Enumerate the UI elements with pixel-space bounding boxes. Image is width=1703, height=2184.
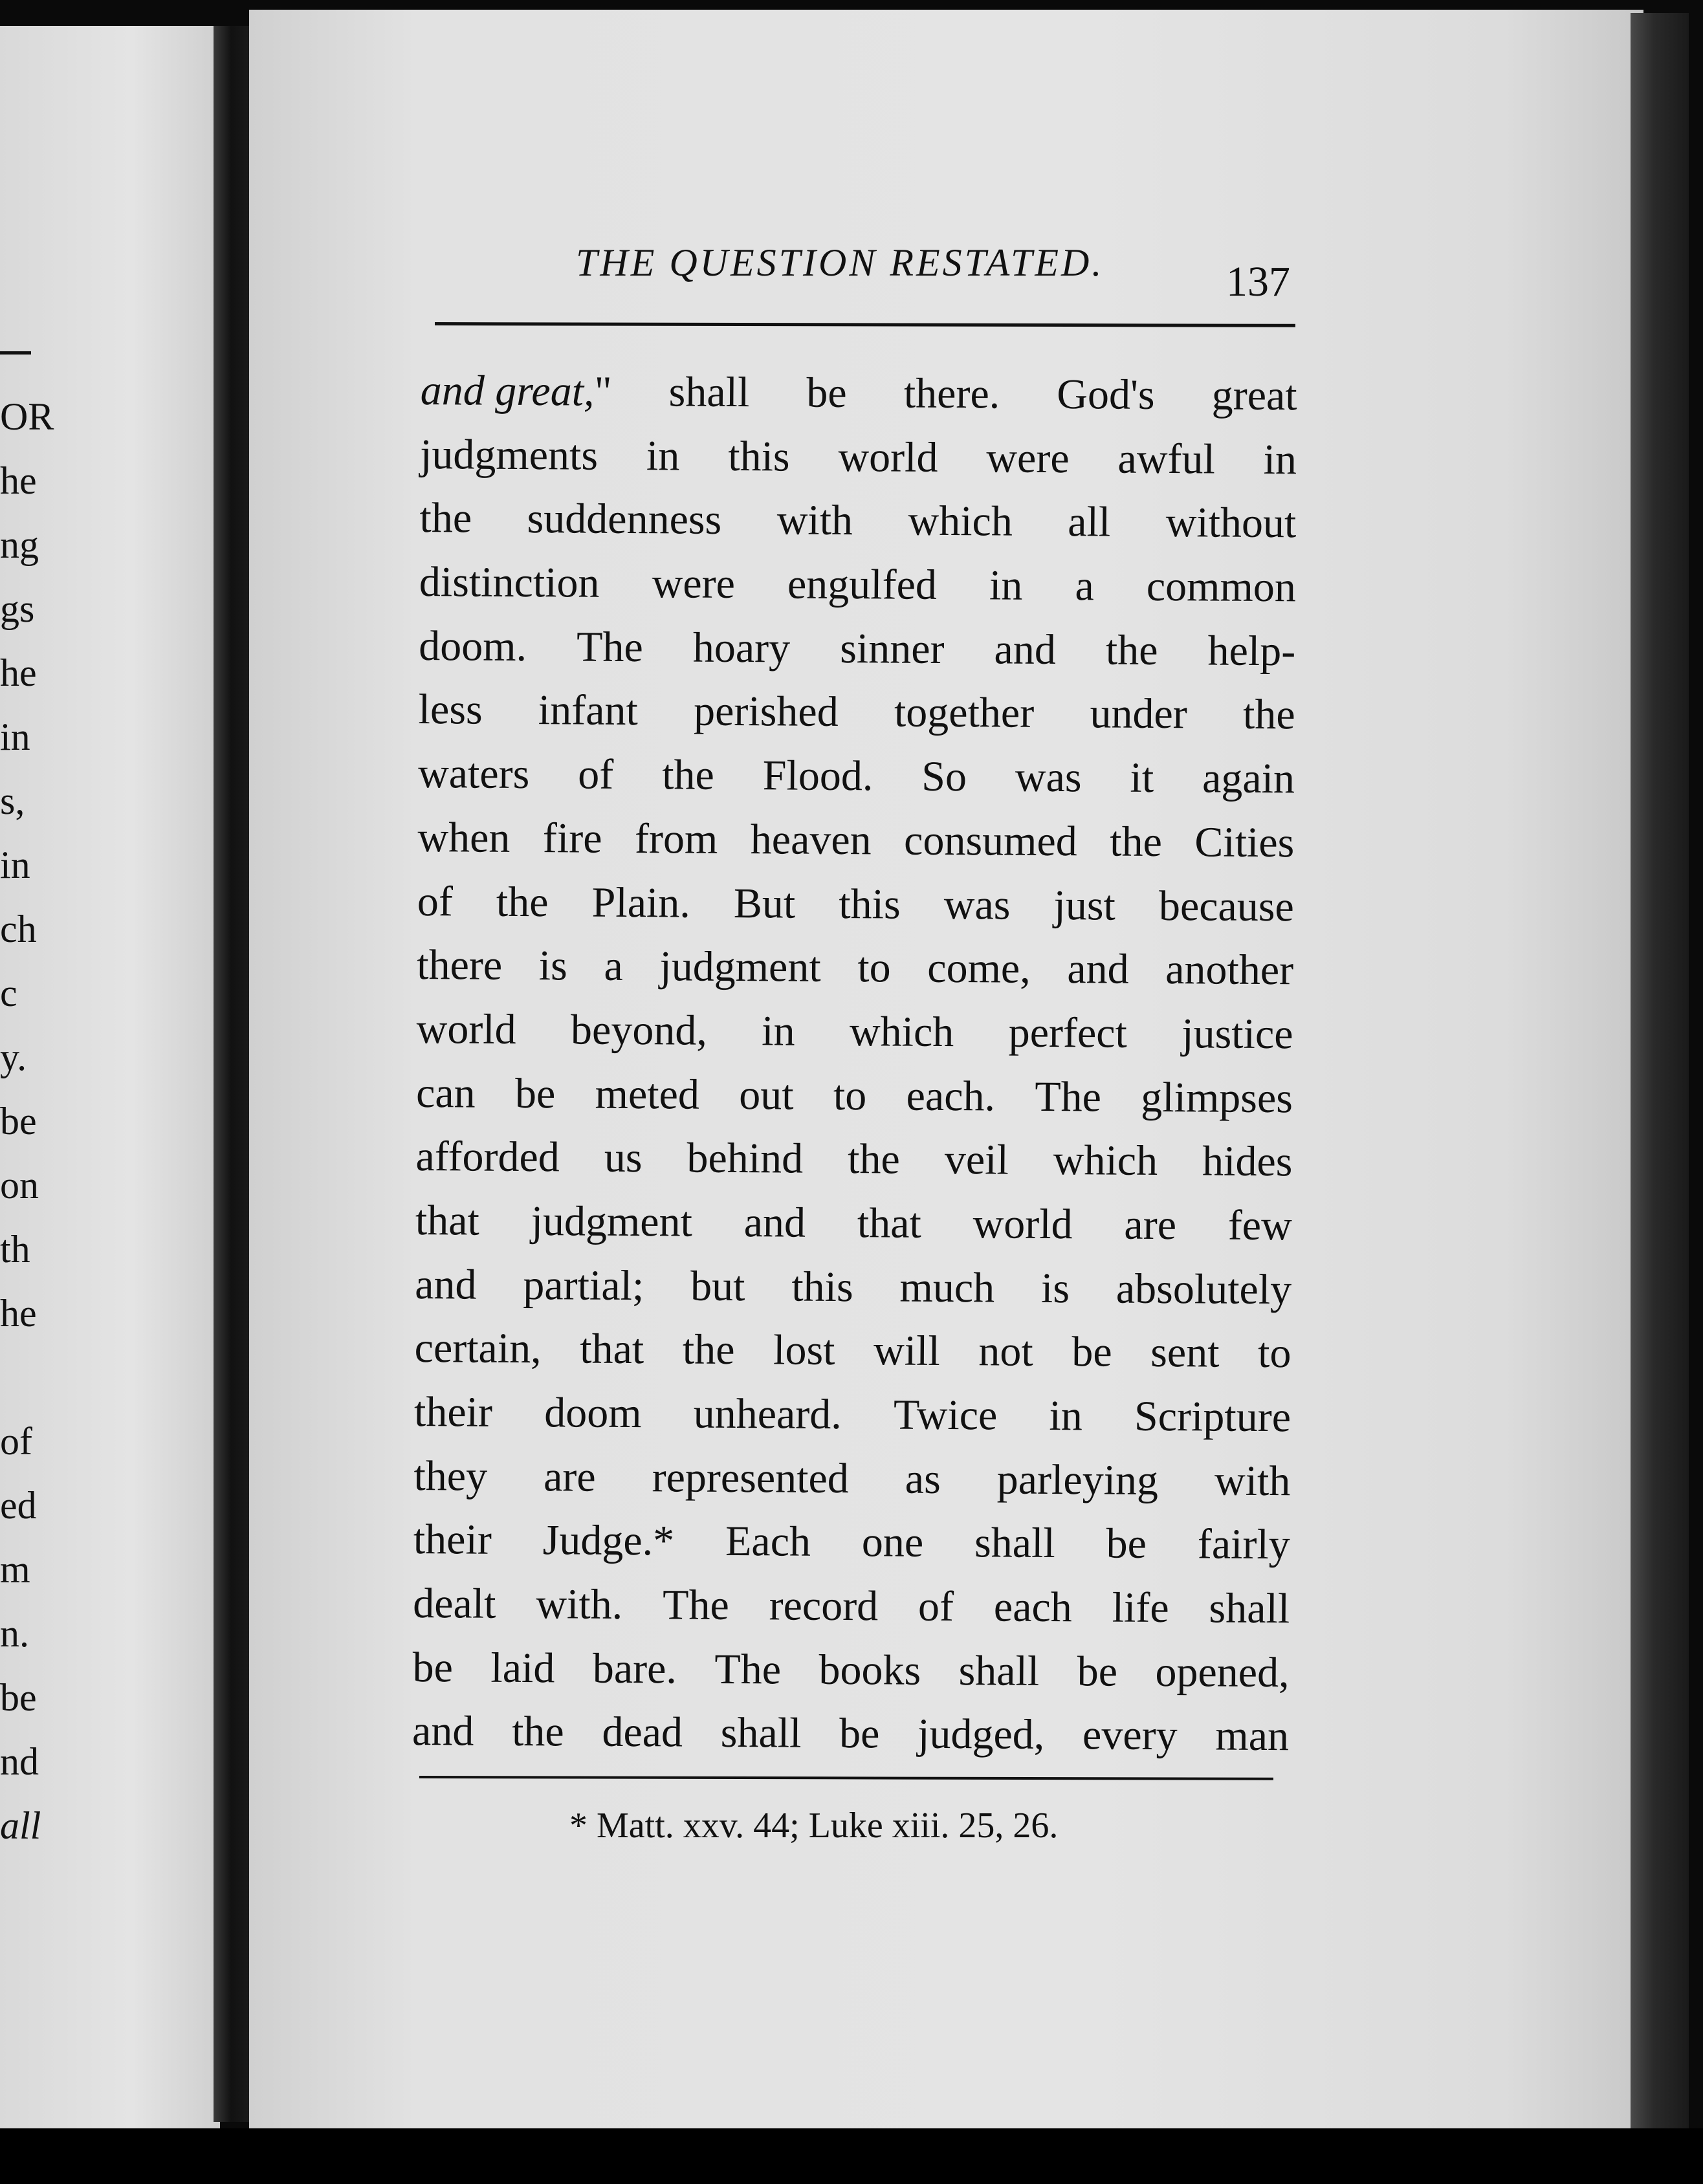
word: heaven — [750, 815, 872, 864]
word: dealt — [413, 1580, 496, 1628]
word: Cities — [1194, 818, 1295, 867]
word: Plain. — [591, 879, 691, 927]
word: and — [1067, 945, 1129, 993]
word: Flood. — [762, 752, 873, 800]
fragment: c — [0, 972, 17, 1014]
text-line — [413, 1445, 1291, 1514]
word: be — [412, 1643, 454, 1692]
word: the — [682, 1326, 735, 1374]
word: and — [994, 626, 1057, 673]
word: are — [543, 1452, 596, 1501]
word: unheard. — [693, 1390, 842, 1439]
word: be — [1106, 1520, 1147, 1568]
text-line — [419, 486, 1297, 556]
word: sinner — [839, 624, 945, 673]
word: in — [989, 562, 1023, 609]
word: shall — [668, 368, 750, 417]
word: infant — [538, 686, 639, 735]
word: was — [1015, 753, 1082, 802]
fragment: ed — [0, 1484, 37, 1527]
word: without — [1165, 499, 1297, 547]
word: few — [1227, 1201, 1292, 1250]
fragment — [0, 1346, 65, 1410]
word: each. — [906, 1072, 996, 1120]
word: was — [943, 880, 1011, 929]
word: Judge.* — [542, 1516, 675, 1565]
word: their — [413, 1516, 492, 1564]
text-line — [412, 1699, 1290, 1769]
word: that — [415, 1196, 480, 1245]
word: The — [662, 1581, 729, 1630]
word: great — [1211, 371, 1297, 420]
fragment: th — [0, 1228, 30, 1271]
word: suddenness — [527, 495, 722, 544]
word: were — [986, 434, 1070, 482]
fragment: in — [0, 715, 30, 758]
word: can — [415, 1069, 476, 1117]
word: much — [899, 1263, 995, 1312]
word: and — [415, 1260, 477, 1309]
text-line — [415, 1189, 1293, 1258]
word: judgment — [659, 943, 821, 991]
word: veil — [944, 1136, 1009, 1184]
word: be — [1071, 1328, 1112, 1376]
word: to — [857, 944, 891, 992]
fragment: OR — [0, 395, 54, 438]
word: is — [538, 942, 568, 990]
word: man — [1215, 1712, 1290, 1760]
word: lost — [773, 1326, 835, 1375]
text-line — [414, 1316, 1291, 1386]
fragment: he — [0, 651, 37, 694]
word: the — [1242, 691, 1295, 739]
word: there — [417, 941, 503, 989]
word: The — [576, 623, 644, 671]
fragment: ch — [0, 908, 37, 950]
text-line — [420, 359, 1297, 428]
word: Twice — [893, 1391, 998, 1439]
word: world — [838, 433, 938, 481]
word: consumed — [903, 816, 1077, 866]
word: meted — [595, 1070, 700, 1119]
word: shall — [1209, 1584, 1290, 1633]
text-line — [419, 551, 1297, 620]
word: from — [634, 814, 718, 863]
fragment: nd — [0, 1740, 39, 1783]
word: afforded — [415, 1133, 560, 1181]
word: in — [1049, 1392, 1083, 1440]
text-line — [415, 1253, 1292, 1322]
word: shall — [974, 1519, 1055, 1567]
word: glimpses — [1141, 1073, 1293, 1122]
text-line — [420, 423, 1297, 492]
word: the — [661, 751, 715, 799]
word: God's — [1057, 371, 1155, 419]
word: common — [1146, 562, 1297, 611]
word: with — [1214, 1457, 1291, 1505]
word: every — [1082, 1711, 1178, 1760]
word: another — [1165, 946, 1294, 994]
text-line — [417, 934, 1294, 1003]
word: Scripture — [1134, 1392, 1291, 1441]
word: The — [1035, 1073, 1102, 1121]
word: But — [733, 879, 796, 928]
fragment: be — [0, 1676, 37, 1719]
word: be — [1077, 1647, 1118, 1696]
book-gutter — [214, 26, 249, 2122]
word: world — [416, 1005, 516, 1053]
text-line — [412, 1636, 1290, 1705]
word: in — [762, 1007, 795, 1055]
word: each — [993, 1583, 1073, 1632]
word: books — [819, 1646, 921, 1694]
scan-bottom-edge — [0, 2128, 1703, 2184]
fragment: on — [0, 1164, 39, 1207]
word: together — [894, 688, 1035, 737]
word: one — [861, 1518, 924, 1567]
word: record — [769, 1582, 879, 1630]
word: So — [921, 752, 967, 801]
word: partial; — [523, 1261, 644, 1309]
word: judgments — [419, 430, 599, 479]
text-line — [413, 1508, 1291, 1577]
fragment: ng — [0, 523, 39, 566]
word: us — [604, 1134, 643, 1182]
text-line — [415, 1125, 1293, 1194]
fragment: be — [0, 1100, 37, 1142]
word: is — [1040, 1264, 1070, 1312]
word: under — [1090, 690, 1187, 738]
word: that — [857, 1199, 922, 1247]
word: represented — [652, 1453, 850, 1502]
text-line — [416, 1062, 1293, 1131]
fragment: he — [0, 1292, 37, 1335]
word: because — [1158, 882, 1295, 930]
word: distinction — [419, 558, 600, 607]
word: the — [419, 494, 472, 542]
word: the — [496, 878, 549, 926]
word: the — [511, 1708, 564, 1756]
page-stack-edge — [1631, 13, 1689, 2154]
word: it — [1130, 754, 1154, 802]
text-line — [418, 678, 1295, 747]
word: and — [743, 1199, 806, 1247]
word: sent — [1150, 1329, 1220, 1377]
word: doom — [544, 1389, 642, 1437]
word: less — [418, 686, 483, 734]
fragment: y. — [0, 1036, 27, 1078]
word: which — [849, 1007, 954, 1056]
word: life — [1112, 1584, 1169, 1632]
word: opened, — [1155, 1648, 1290, 1696]
word: in — [646, 431, 680, 480]
word: perfect — [1008, 1009, 1128, 1057]
word: come, — [927, 944, 1031, 992]
previous-page-text-fragments — [0, 385, 65, 1858]
fragment: n. — [0, 1612, 29, 1655]
fragment: he — [0, 459, 37, 502]
word: of — [917, 1582, 954, 1631]
word: and great," — [420, 359, 611, 424]
word: absolutely — [1115, 1265, 1292, 1313]
text-line — [417, 806, 1295, 875]
word: to — [833, 1071, 867, 1119]
word: will — [873, 1327, 941, 1375]
word: this — [791, 1263, 853, 1311]
word: again — [1202, 754, 1295, 803]
word: waters — [417, 750, 530, 798]
word: with — [776, 496, 853, 545]
word: doom. — [419, 622, 527, 670]
word: were — [652, 560, 736, 608]
italic-quote: and great, — [420, 366, 595, 415]
word: parleying — [996, 1456, 1159, 1504]
text-line — [414, 1381, 1291, 1450]
word: a — [1075, 562, 1094, 610]
word: be — [839, 1710, 880, 1758]
text-line — [418, 742, 1295, 811]
word: this — [839, 880, 901, 928]
text-line — [416, 998, 1293, 1067]
word: hides — [1202, 1137, 1293, 1186]
word: when — [417, 813, 511, 862]
word: beyond, — [570, 1006, 708, 1054]
footnote: * Matt. xxv. 44; Luke xiii. 25, 26. — [569, 1806, 1059, 1846]
word: world — [972, 1200, 1073, 1249]
word: certain, — [414, 1324, 542, 1373]
word: not — [978, 1327, 1033, 1376]
word: the — [1110, 818, 1163, 866]
word: bare. — [592, 1644, 677, 1693]
word: which — [1053, 1137, 1158, 1185]
running-head: THE QUESTION RESTATED. — [576, 241, 1104, 284]
word: out — [739, 1071, 794, 1119]
word: justice — [1181, 1010, 1293, 1058]
word: the — [1105, 626, 1158, 674]
word: of — [417, 877, 454, 925]
fragment: in — [0, 844, 30, 886]
fragment: all — [0, 1804, 41, 1847]
word: help- — [1207, 627, 1296, 675]
word: just — [1053, 881, 1116, 930]
word: with. — [536, 1580, 623, 1629]
word: a — [604, 942, 623, 990]
previous-page — [0, 26, 220, 2135]
word: the — [847, 1135, 901, 1183]
text-line — [417, 869, 1295, 939]
fragment: s, — [0, 780, 25, 822]
word: engulfed — [787, 560, 938, 609]
word: to — [1257, 1329, 1291, 1377]
fragment: of — [0, 1420, 32, 1463]
word: dead — [602, 1709, 683, 1756]
word: fire — [542, 814, 602, 862]
word: all — [1068, 498, 1111, 546]
previous-page-rule — [0, 351, 31, 355]
word: of — [578, 750, 614, 798]
word: which — [908, 497, 1013, 545]
word: hoary — [692, 624, 791, 672]
word: judgment — [531, 1197, 693, 1246]
word: awful — [1117, 435, 1216, 483]
word: fairly — [1197, 1520, 1291, 1569]
word: judged, — [917, 1710, 1045, 1759]
text-line — [413, 1572, 1290, 1641]
word: are — [1124, 1201, 1177, 1249]
word: laid — [490, 1644, 555, 1692]
body-text — [412, 359, 1297, 1769]
word: shall — [958, 1646, 1040, 1695]
word: their — [413, 1388, 493, 1436]
word: and — [412, 1707, 474, 1755]
fragment: m — [0, 1548, 30, 1591]
page-number: 137 — [1226, 258, 1290, 305]
word: be — [806, 369, 847, 417]
word: as — [905, 1455, 941, 1503]
word: behind — [687, 1134, 804, 1183]
text-line — [419, 615, 1296, 684]
word: but — [690, 1262, 745, 1310]
word: perished — [693, 688, 839, 736]
fragment: gs — [0, 587, 35, 630]
word: that — [580, 1325, 644, 1373]
word: The — [714, 1645, 782, 1694]
word: there. — [903, 369, 1000, 418]
word: in — [1263, 435, 1297, 483]
word: be — [514, 1069, 556, 1117]
word: Each — [725, 1518, 811, 1566]
word: they — [413, 1452, 488, 1500]
word: shall — [720, 1709, 802, 1758]
word: this — [728, 432, 790, 481]
